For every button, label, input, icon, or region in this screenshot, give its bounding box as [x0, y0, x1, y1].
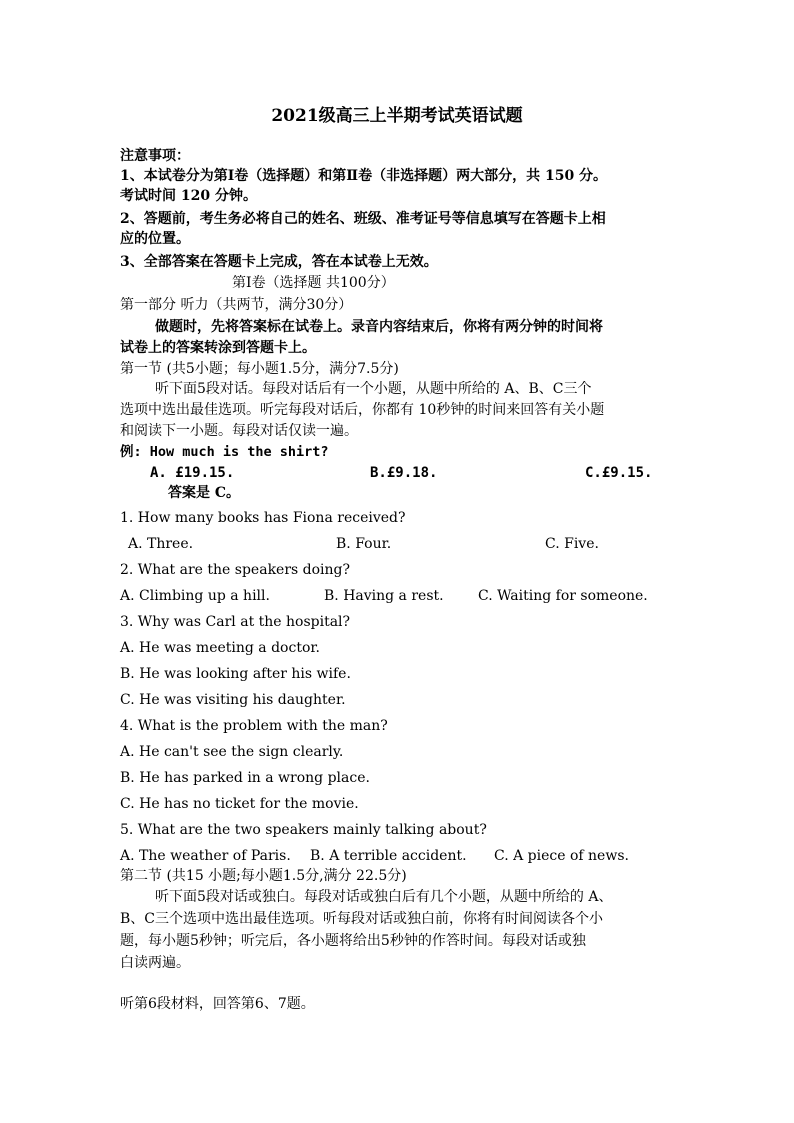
option: C. A piece of news.: [494, 848, 629, 864]
option: B. Four.: [336, 536, 392, 552]
option: A. Climbing up a hill.: [120, 588, 270, 604]
question: 2. What are the speakers doing?: [120, 562, 351, 578]
section-heading: 第一节 (共5小题；每小题1.5分，满分7.5分): [120, 361, 399, 377]
example-option: B.£9.18.: [370, 465, 438, 481]
part-instruction: 试卷上的答案转涂到答题卡上。: [120, 340, 316, 356]
example-answer: 答案是 C。: [168, 485, 241, 501]
option: B. A terrible accident.: [310, 848, 467, 864]
section-instruction: B、C三个选项中选出最佳选项。听每段对话或独白前，你将有时间阅读各个小: [120, 911, 603, 927]
example-option: A. £19.15.: [150, 465, 235, 481]
notice-line: 3、全部答案在答题卡上完成，答在本试卷上无效。: [120, 254, 438, 270]
option: A. He can't see the sign clearly.: [120, 744, 344, 760]
section-instruction: 选项中选出最佳选项。听完每段对话后，你都有 10秒钟的时间来回答有关小题: [120, 402, 605, 418]
notice-line: 1、本试卷分为第Ⅰ卷（选择题）和第Ⅱ卷（非选择题）两大部分，共 150 分。: [120, 168, 608, 184]
volume-heading: 第Ⅰ卷（选择题 共100分）: [232, 275, 395, 291]
section-heading: 第二节 (共15 小题;每小题1.5分,满分 22.5分): [120, 868, 407, 884]
part-instruction: 做题时，先将答案标在试卷上。录音内容结束后，你将有两分钟的时间将: [155, 319, 603, 335]
part-heading: 第一部分 听力（共两节，满分30分）: [120, 297, 353, 313]
question: 1. How many books has Fiona received?: [120, 510, 406, 526]
listening-prompt: 听第6段材料，回答第6、7题。: [120, 996, 315, 1012]
question: 5. What are the two speakers mainly talking about?: [120, 822, 487, 838]
question: 4. What is the problem with the man?: [120, 718, 388, 734]
option: C. Waiting for someone.: [478, 588, 648, 604]
question: 3. Why was Carl at the hospital?: [120, 614, 351, 630]
section-instruction: 和阅读下一小题。每段对话仅读一遍。: [120, 423, 358, 439]
notice-line: 应的位置。: [120, 231, 190, 247]
option: B. Having a rest.: [324, 588, 444, 604]
option: C. He has no ticket for the movie.: [120, 796, 359, 812]
option: A. The weather of Paris.: [120, 848, 291, 864]
option: A. He was meeting a doctor.: [120, 640, 320, 656]
section-instruction: 听下面5段对话。每段对话后有一个小题，从题中所给的 A、B、C三个: [155, 381, 592, 397]
example-question: 例: How much is the shirt?: [120, 444, 329, 460]
option: C. He was visiting his daughter.: [120, 692, 346, 708]
page-title: 2021级高三上半期考试英语试题: [271, 106, 523, 126]
option: B. He was looking after his wife.: [120, 666, 351, 682]
example-option: C.£9.15.: [585, 465, 653, 481]
option: C. Five.: [545, 536, 599, 552]
option: B. He has parked in a wrong place.: [120, 770, 370, 786]
notice-line: 2、答题前，考生务必将自己的姓名、班级、准考证号等信息填写在答题卡上相: [120, 211, 606, 227]
section-instruction: 白读两遍。: [120, 955, 190, 971]
notice-heading: 注意事项：: [120, 148, 190, 164]
option: A. Three.: [128, 536, 194, 552]
section-instruction: 题，每小题5秒钟；听完后，各小题将给出5秒钟的作答时间。每段对话或独: [120, 933, 586, 949]
section-instruction: 听下面5段对话或独白。每段对话或独白后有几个小题，从题中所给的 A、: [155, 889, 613, 905]
notice-line: 考试时间 120 分钟。: [120, 188, 257, 204]
